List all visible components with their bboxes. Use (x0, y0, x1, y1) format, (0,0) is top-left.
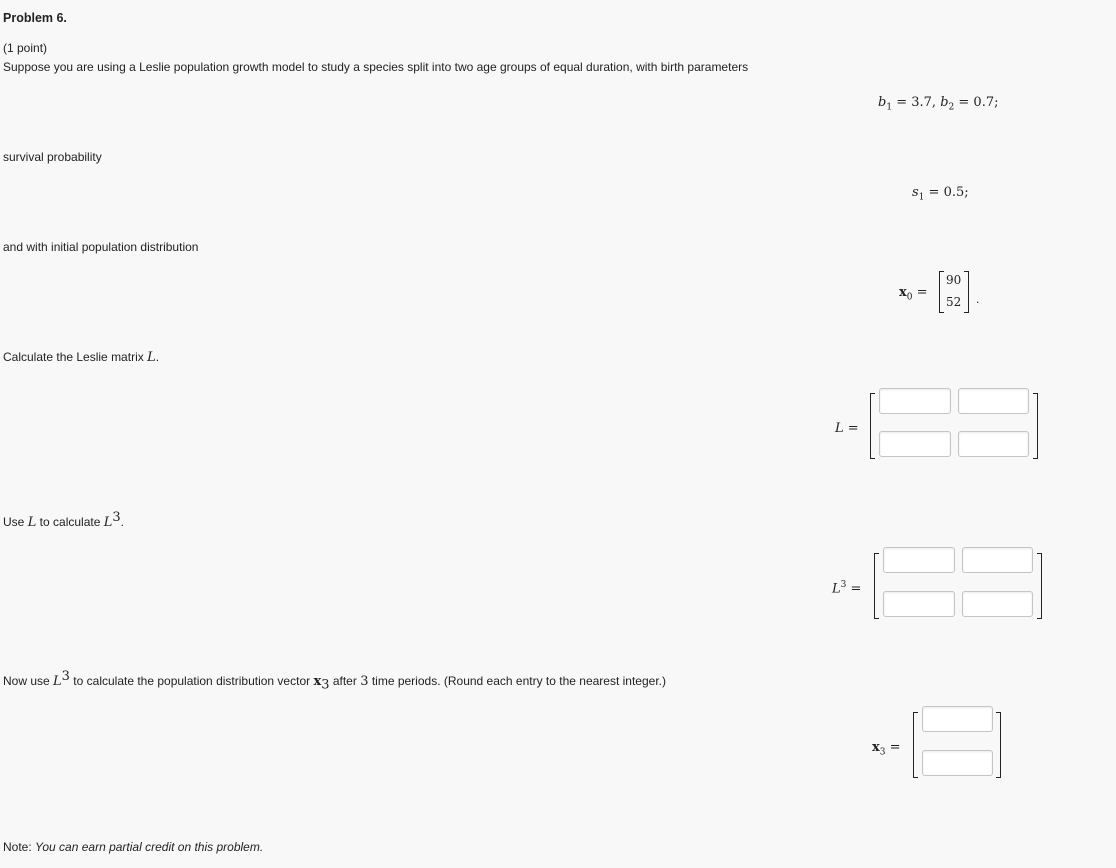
survival-label: survival probability (3, 150, 102, 164)
leslie-entry-r2c1[interactable] (879, 431, 951, 457)
x0-bracket-left (939, 271, 944, 313)
cube-prompt: Use L to calculate $L^3$. (3, 510, 124, 530)
problem-title: Problem 6. (3, 11, 67, 25)
leslie-label: L = (835, 421, 859, 436)
leslie-entry-r1c2[interactable] (958, 388, 1029, 414)
x0-symbol: $x_0$ = (899, 285, 928, 303)
leslie-prompt: Calculate the Leslie matrix L. (3, 350, 160, 365)
x3-entry-2[interactable] (922, 750, 993, 776)
x0-period: . (976, 292, 980, 306)
note: Note: You can earn partial credit on this problem. (3, 840, 264, 854)
x3-bracket-left (913, 712, 918, 778)
cube-bracket-left (874, 553, 879, 619)
survival-parameter: $s_1 = 0.5$; (912, 185, 969, 203)
x0-entry-1: 90 (946, 273, 962, 287)
cube-label: $L^3$ = (832, 580, 862, 597)
leslie-entry-r1c1[interactable] (879, 388, 951, 414)
cube-entry-r1c2[interactable] (962, 547, 1033, 573)
leslie-bracket-right (1033, 393, 1038, 459)
x3-prompt: Now use $L^3$ to calculate the population distribution vector $x_3$ after 3 time periods. (Round each entry to the nearest integer.) (3, 669, 666, 693)
x3-bracket-right (996, 712, 1001, 778)
problem-intro: Suppose you are using a Leslie population growth model to study a species split into two age groups of equal duration, with birth parameters (3, 60, 749, 74)
leslie-entry-r2c2[interactable] (958, 431, 1029, 457)
x0-bracket-right (964, 271, 969, 313)
point-value: (1 point) (3, 41, 48, 55)
initial-distribution-label: and with initial population distribution (3, 240, 199, 254)
cube-entry-r2c1[interactable] (883, 591, 955, 617)
birth-parameters: $b_1 = 3.7$, $b_2 = 0.7$; (878, 95, 999, 113)
x0-entry-2: 52 (946, 295, 962, 309)
cube-entry-r1c1[interactable] (883, 547, 955, 573)
leslie-bracket-left (870, 393, 875, 459)
x3-entry-1[interactable] (922, 706, 993, 732)
x3-label: $x_3$ = (872, 740, 901, 758)
cube-bracket-right (1037, 553, 1042, 619)
cube-entry-r2c2[interactable] (962, 591, 1033, 617)
